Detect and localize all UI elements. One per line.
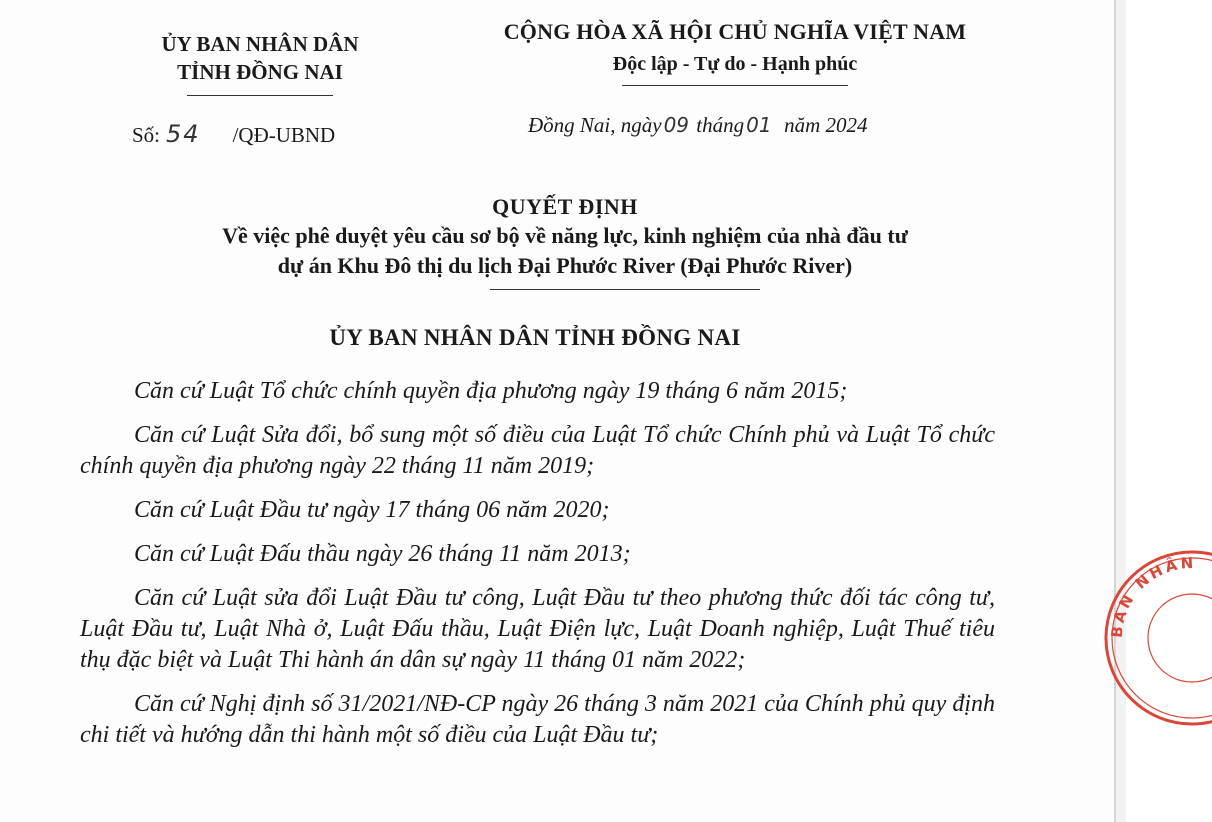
date-year: năm 2024 (784, 113, 868, 137)
issuing-authority-line2: TỈNH ĐỒNG NAI (177, 60, 343, 84)
issuing-authority-header (130, 30, 390, 96)
issuing-authority-line1: ỦY BAN NHÂN DÂN (161, 32, 359, 56)
legal-basis-body (80, 376, 995, 764)
date-month-label: tháng (696, 113, 745, 137)
title-rule (490, 289, 760, 290)
national-motto: Độc lập - Tự do - Hạnh phúc (612, 53, 858, 75)
legal-basis-paragraph: Căn cứ Luật Đầu tư ngày 17 tháng 06 năm 2020; (134, 497, 610, 523)
subject-line-1: Về việc phê duyệt yêu cầu sơ bộ về năng lực, kinh nghiệm của nhà đầu tư (222, 223, 908, 248)
document-number-label: Số: (132, 123, 161, 147)
document-type: QUYẾT ĐỊNH (492, 194, 638, 219)
legal-basis-paragraph: Căn cứ Luật Đấu thầu ngày 26 tháng 11 năm 2013; (134, 541, 631, 567)
authority-heading-text: ỦY BAN NHÂN DÂN TỈNH ĐỒNG NAI (329, 325, 741, 350)
document-number (132, 120, 335, 148)
seal-center-ring (1148, 594, 1212, 682)
legal-basis-paragraph: Căn cứ Luật Tổ chức chính quyền địa phương ngày 19 tháng 6 năm 2015; (134, 378, 848, 404)
legal-basis-paragraph: Căn cứ Nghị định số 31/2021/NĐ-CP ngày 26 tháng 3 năm 2021 của Chính phủ quy định chi tiết và hướng dẫn thi hành một số điều của Luật Đầu tư; (80, 691, 995, 748)
date-prefix: Đồng Nai, ngày (528, 113, 662, 137)
authority-heading (0, 325, 1126, 351)
document-number-suffix: /QĐ-UBND (232, 123, 336, 147)
motto-rule (622, 85, 848, 86)
document-number-value: 54 (166, 120, 201, 148)
issuing-authority-rule (187, 95, 333, 96)
official-seal (1072, 548, 1212, 728)
country-name: CỘNG HÒA XÃ HỘI CHỦ NGHĨA VIỆT NAM (503, 19, 967, 44)
issue-date (528, 113, 868, 138)
legal-basis-paragraph: Căn cứ Luật Sửa đổi, bổ sung một số điều của Luật Tổ chức Chính phủ và Luật Tổ chức chính quyền địa phương ngày 22 tháng 11 năm 2019; (80, 422, 995, 479)
date-month: 01 (746, 113, 772, 137)
national-header (450, 17, 1020, 86)
subject-line-2: dự án Khu Đô thị du lịch Đại Phước River (Đại Phước River) (277, 253, 853, 278)
date-day: 09 (663, 113, 690, 137)
legal-basis-paragraph: Căn cứ Luật sửa đổi Luật Đầu tư công, Luật Đầu tư theo phương thức đối tác công tư, Luật Đầu tư, Luật Nhà ở, Luật Đấu thầu, Luật Điện lực, Luật Doanh nghiệp, Luật Thuế tiêu thụ đặc biệt và Luật Thi hành án dân sự ngày 11 tháng 01 năm 2022; (80, 585, 995, 673)
seal-text: BAN NHÂN (1107, 553, 1197, 639)
decision-title (60, 193, 1070, 290)
